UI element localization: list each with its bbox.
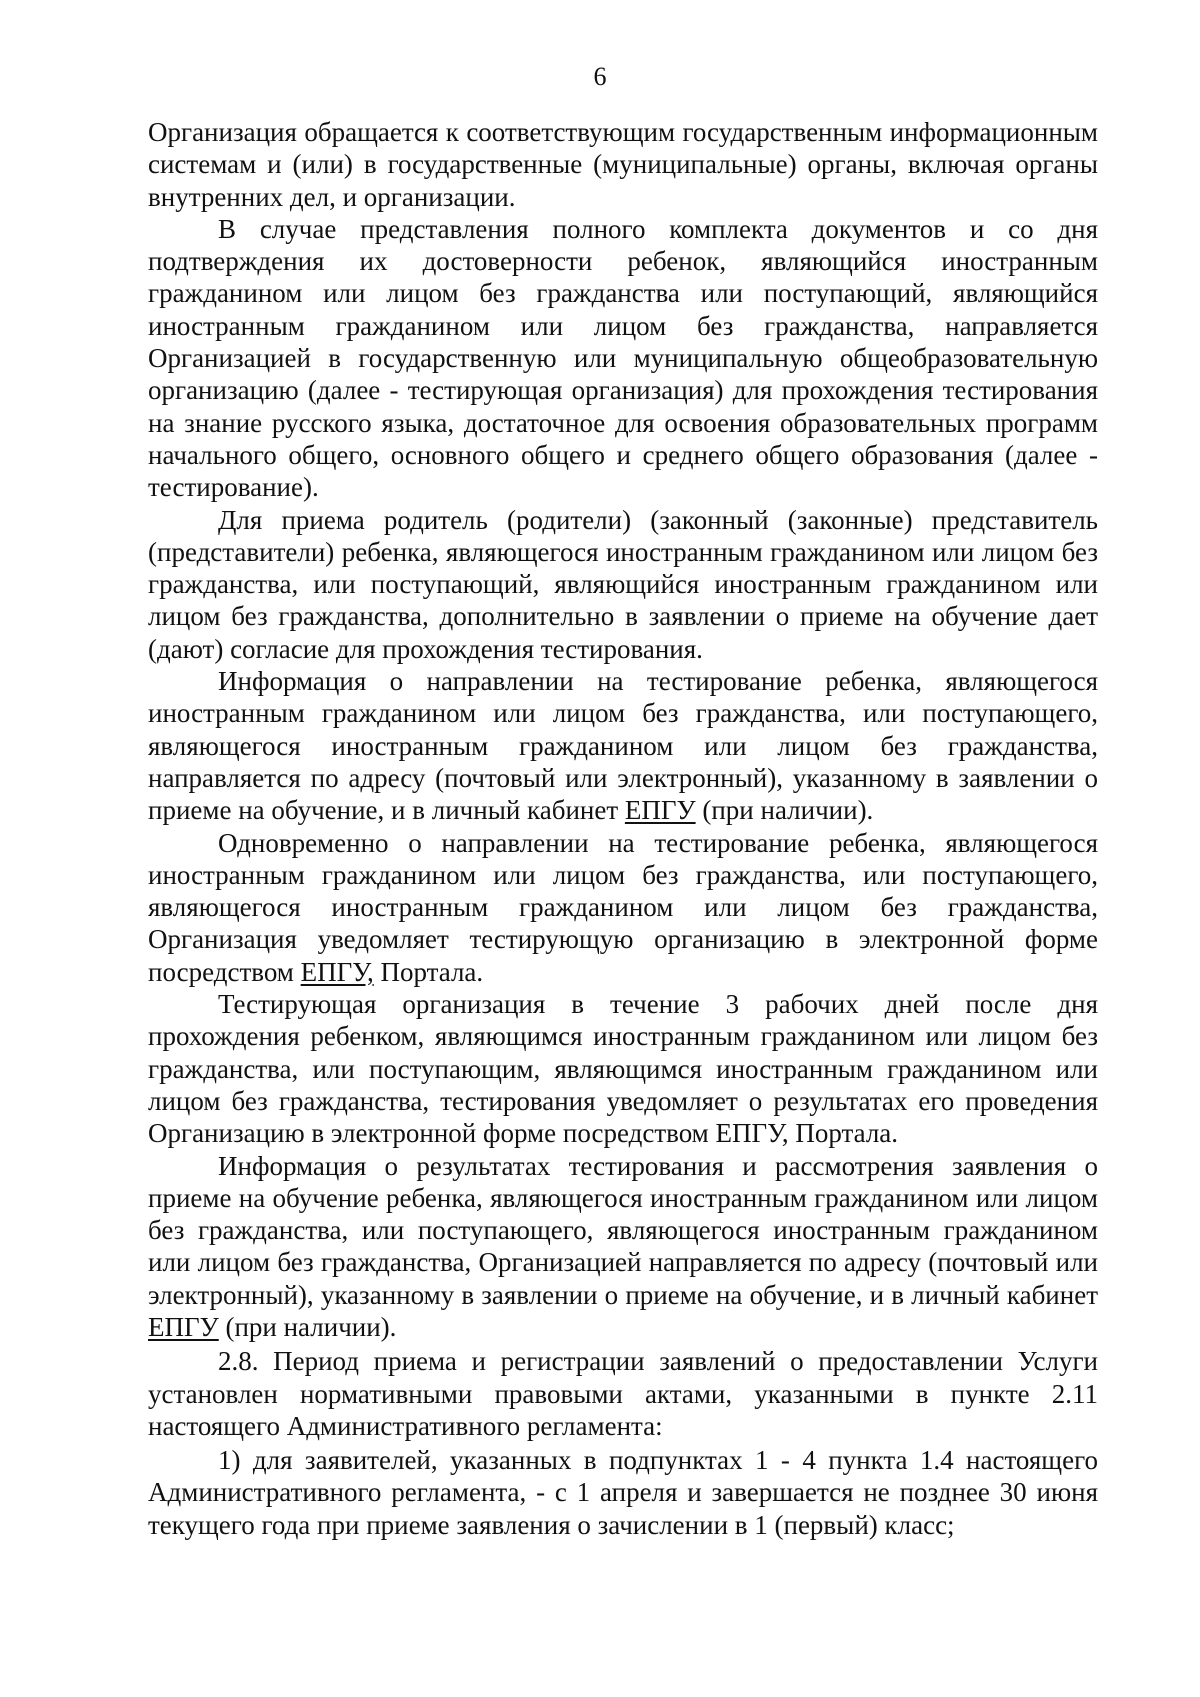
paragraph-1: Организация обращается к соответствующим государственным информационным системам и (или) в государственные (муниципальные) органы, включая органы внутренних дел, и организации.	[148, 117, 1098, 212]
paragraph-4-tail: (при наличии).	[695, 795, 874, 826]
epgu-link: ЕПГУ,	[300, 956, 374, 987]
page-number: 6	[593, 62, 607, 91]
paragraph-6: Тестирующая организация в течение 3 рабочих дней после дня прохождения ребенком, являющимся иностранным гражданином или лицом без гражданства, или поступающим, являющимся иностранным гражданином или лицом без гражданства, тестирования уведомляет о результатах его проведения Организацию в электронной форме посредством ЕПГУ, Портала.	[148, 989, 1098, 1149]
epgu-link: ЕПГУ	[148, 1311, 219, 1342]
paragraph-4-text: Информация о направлении на тестирование ребенка, являющегося иностранным гражданином или лицом без гражданства, или поступающего, являющегося иностранным гражданином или лицом без гражданства, направляется по адресу (почтовый или электронный), указанному в заявлении о приеме на обучение, и в личный кабинет	[148, 666, 1098, 826]
paragraph-4	[148, 665, 1098, 826]
document-body	[148, 116, 1098, 1541]
paragraph-item-1: 1) для заявителей, указанных в подпунктах 1 - 4 пункта 1.4 настоящего Административного регламента, - с 1 апреля и завершается не позднее 30 июня текущего года при приеме заявления о зачислении в 1 (первый) класс;	[148, 1445, 1098, 1540]
paragraph-section-2-8: 2.8. Период приема и регистрации заявлений о предоставлении Услуги установлен нормативными правовыми актами, указанными в пункте 2.11 настоящего Административного регламента:	[148, 1346, 1098, 1441]
paragraph-7-text: Информация о результатах тестирования и рассмотрения заявления о приеме на обучение ребенка, являющегося иностранным гражданином или лицом без гражданства, или поступающего, являющегося иностранным гражданином или лицом без гражданства, Организацией направляется по адресу (почтовый или электронный), указанному в заявлении о приеме на обучение, и в личный кабинет	[148, 1150, 1098, 1310]
paragraph-5	[148, 827, 1098, 988]
paragraph-7	[148, 1150, 1098, 1344]
paragraph-3: Для приема родитель (родители) (законный (законные) представитель (представители) ребенка, являющегося иностранным гражданином или лицом без гражданства, или поступающий, являющийся иностранным гражданином или лицом без гражданства, дополнительно в заявлении о приеме на обучение дает (дают) согласие для прохождения тестирования.	[148, 504, 1098, 664]
epgu-link: ЕПГУ	[624, 795, 696, 826]
paragraph-7-tail: (при наличии).	[218, 1311, 397, 1342]
paragraph-5-text: Одновременно о направлении на тестирование ребенка, являющегося иностранным гражданином или лицом без гражданства, или поступающего, являющегося иностранным гражданином или лицом без гражданства, Организация уведомляет тестирующую организацию в электронной форме посредством	[148, 827, 1098, 987]
paragraph-5-tail: Портала.	[373, 956, 484, 987]
paragraph-2: В случае представления полного комплекта документов и со дня подтверждения их достоверности ребенок, являющийся иностранным гражданином или лицом без гражданства или поступающий, являющийся иностранным гражданином или лицом без гражданства, направляется Организацией в государственную или муниципальную общеобразовательную организацию (далее - тестирующая организация) для прохождения тестирования на знание русского языка, достаточное для освоения образовательных программ начального общего, основного общего и среднего общего образования (далее - тестирование).	[148, 213, 1098, 503]
